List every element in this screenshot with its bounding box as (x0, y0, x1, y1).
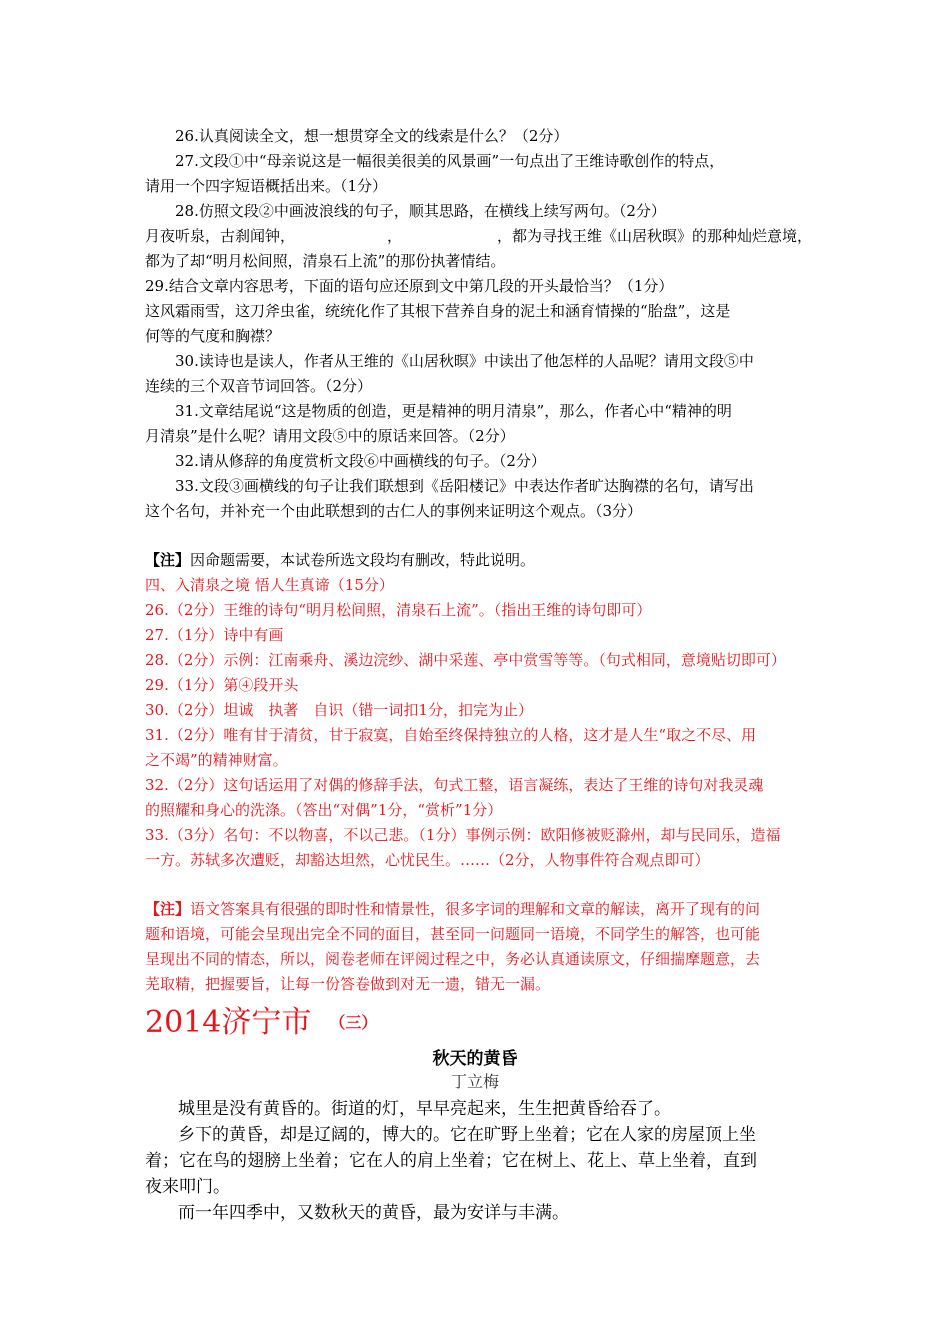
section-subtitle: （三） (329, 1013, 378, 1032)
story-paragraph-1: 城里是没有黄昏的。街道的灯，早早亮起来，生生把黄昏给吞了。 (178, 1099, 671, 1119)
answer-30: 30.（2分）坦诚 执著 自识（错一词扣1分，扣完为止） (145, 701, 533, 719)
question-29-quote-line2: 何等的气度和胸襟？ (145, 327, 281, 345)
answer-31-line2: 之不竭”的精神财富。 (145, 751, 288, 769)
note-editing (145, 548, 813, 573)
question-30-line1: 30.读诗也是读人，作者从王维的《山居秋暝》中读出了他怎样的人品呢？请用文段⑤中 (175, 352, 754, 370)
story-paragraph-3: 而一年四季中，又数秋天的黄昏，最为安详与丰满。 (178, 1203, 569, 1223)
answer-33-line2: 一方。苏轼多次遭贬，却豁达坦然，心忧民生。……（2分，人物事件符合观点即可） (145, 851, 710, 869)
question-29: 29.结合文章内容思考，下面的语句应还原到文中第几段的开头最恰当？（1分） (145, 277, 674, 295)
question-28: 28.仿照文段②中画波浪线的句子，顺其思路，在横线上续写两句。（2分） (175, 202, 666, 220)
note-tag: 【注】 (145, 551, 191, 569)
answer-section-title: 四、入清泉之境 悟人生真谛（15分） (145, 576, 394, 594)
story-paragraph-2-line1: 乡下的黄昏，却是辽阔的，博大的。它在旷野上坐着；它在人家的房屋顶上坐 (178, 1125, 756, 1145)
note-answers-line2: 题和语境，可能会呈现出完全不同的面目，甚至同一问题同一语境，不同学生的解答，也可能 (145, 925, 761, 943)
story-title: 秋天的黄昏 (432, 1049, 518, 1069)
answer-32-line2: 的照耀和身心的洗涤。（答出“对偶”1分，“赏析”1分） (145, 801, 503, 819)
question-27-line2: 请用一个四字短语概括出来。（1分） (145, 177, 388, 195)
answer-33-line1: 33.（3分）名句：不以物喜，不以己悲。（1分）事例示例：欧阳修被贬滁州，却与民同乐，造福 (145, 826, 781, 844)
story-paragraph-2-line3: 夜来叩门。 (145, 1177, 230, 1197)
question-31-line2: 月清泉”是什么呢？请用文段⑤中的原话来回答。（2分） (145, 427, 515, 445)
question-31-line1: 31.文章结尾说“这是物质的创造，更是精神的明月清泉”，那么，作者心中“精神的明 (175, 402, 732, 420)
answer-31-line1: 31.（2分）唯有甘于清贫，甘于寂寞，自始至终保持独立的人格，这才是人生“取之不尽、用 (145, 726, 757, 744)
question-33-line1: 33.文段③画横线的句子让我们联想到《岳阳楼记》中表达作者旷达胸襟的名句，请写出 (175, 477, 754, 495)
answer-28: 28.（2分）示例：江南乘舟、溪边浣纱、湖中采莲、亭中赏雪等等。（句式相同，意境贴切即可） (145, 651, 786, 669)
question-33-line2: 这个名句，并补充一个由此联想到的古仁人的事例来证明这个观点。（3分） (145, 502, 643, 520)
story-paragraph-2-line2: 着；它在鸟的翅膀上坐着；它在人的肩上坐着；它在树上、花上、草上坐着，直到 (145, 1151, 757, 1171)
note-answers-line1 (145, 897, 813, 922)
question-28-prompt-end: ，都为寻找王维《山居秋暝》的那种灿烂意境， (497, 227, 813, 245)
answer-27: 27.（1分）诗中有画 (145, 626, 284, 644)
answer-29: 29.（1分）第④段开头 (145, 676, 299, 694)
section-heading (145, 1003, 377, 1043)
question-27-line1: 27.文段①中“母亲说这是一幅很美很美的风景画”一句点出了王维诗歌创作的特点， (175, 152, 725, 170)
story-author: 丁立梅 (450, 1072, 499, 1091)
note-answers-text: 语文答案具有很强的即时性和情景性，很多字词的理解和文章的解读，离开了现有的问 (190, 900, 761, 918)
note-text: 因命题需要，本试卷所选文段均有删改，特此说明。 (190, 551, 536, 569)
question-28-prompt (145, 224, 813, 249)
note-answers-line3: 呈现出不同的情态，所以，阅卷老师在评阅过程之中，务必认真通读原文，仔细揣摩题意，去 (145, 950, 761, 968)
answer-26: 26.（2分）王维的诗句“明月松间照，清泉石上流”。（指出王维的诗句即可） (145, 601, 652, 619)
answer-32-line1: 32.（2分）这句话运用了对偶的修辞手法，句式工整，语言凝练，表达了王维的诗句对我灵魂 (145, 776, 764, 794)
question-30-line2: 连续的三个双音节词回答。（2分） (145, 377, 373, 395)
note-answers-tag: 【注】 (145, 900, 191, 918)
note-answers-line4: 芜取精，把握要旨，让每一份答卷做到对无一遗，错无一漏。 (145, 975, 551, 993)
question-28-comma: ， (387, 227, 403, 245)
question-28-prompt-line2: 都为了却“明月松间照，清泉石上流”的那份执著情结。 (145, 252, 506, 270)
question-32: 32.请从修辞的角度赏析文段⑥中画横线的句子。（2分） (175, 452, 546, 470)
question-28-prompt-start: 月夜听泉，古刹闻钟， (145, 227, 296, 245)
question-26: 26.认真阅读全文，想一想贯穿全文的线索是什么？（2分） (175, 127, 569, 145)
section-title: 2014济宁市 (145, 1005, 312, 1040)
question-29-quote-line1: 这风霜雨雪，这刀斧虫雀，统统化作了其根下营养自身的泥土和涵育情操的“胎盘”，这是 (145, 302, 731, 320)
